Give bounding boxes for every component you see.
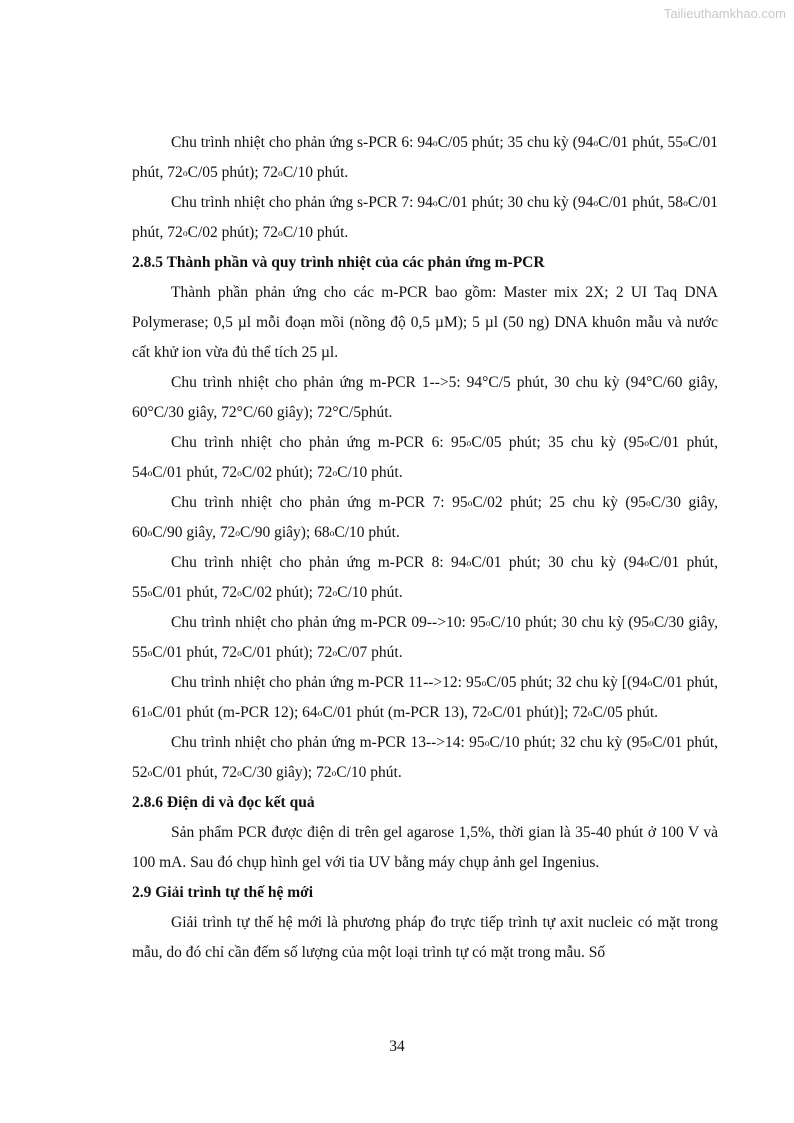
degree-superscript: o	[644, 437, 650, 449]
text-run: Chu trình nhiệt cho phản ứng m-PCR 13-->14: 95	[171, 734, 485, 751]
degree-superscript: o	[484, 737, 490, 749]
degree-superscript: o	[644, 557, 650, 569]
body-paragraph	[132, 488, 718, 548]
degree-superscript: o	[647, 677, 653, 689]
body-paragraph	[132, 188, 718, 248]
body-paragraph	[132, 818, 718, 878]
degree-superscript: o	[278, 167, 283, 179]
text-run: Chu trình nhiệt cho phản ứng m-PCR 8: 94	[171, 554, 467, 571]
text-run: C/02 phút); 72	[241, 584, 333, 601]
text-run: C/01 phút); 72	[241, 644, 333, 661]
text-run: C/01 phút (m-PCR 12); 64	[152, 704, 318, 721]
body-paragraph	[132, 368, 718, 428]
text-run: Chu trình nhiệt cho phản ứng s-PCR 6: 94	[171, 134, 433, 151]
text-run: C/01 phút, 72	[152, 584, 238, 601]
body-paragraph	[132, 128, 718, 188]
text-run: Chu trình nhiệt cho phản ứng m-PCR 1-->5: 94°C/5 phút, 30 chu kỳ (94°C/60 giây, 60°C/30 giây, 72°C/60 giây); 72°C/5phút.	[132, 374, 718, 421]
text-run: C/02 phút); 72	[187, 224, 279, 241]
degree-superscript: o	[235, 527, 241, 539]
degree-superscript: o	[332, 467, 338, 479]
degree-superscript: o	[432, 137, 438, 149]
text-run: C/05 phút; 35 chu kỳ (94	[437, 134, 594, 151]
degree-superscript: o	[683, 197, 688, 209]
text-run: Giải trình tự thế hệ mới là phương pháp đo trực tiếp trình tự axit nucleic có mặt trong mẫu, do đó chỉ cần đếm số lượng của một loại trình tự có mặt trong mẫu. Số	[132, 914, 718, 961]
degree-superscript: o	[317, 707, 323, 719]
text-run: C/05 phút); 72	[187, 164, 279, 181]
degree-superscript: o	[331, 767, 337, 779]
degree-superscript: o	[147, 467, 153, 479]
text-run: C/01 phút, 61	[132, 674, 719, 721]
degree-superscript: o	[467, 497, 473, 509]
body-paragraph	[132, 668, 718, 728]
text-run: C/01 phút, 55	[598, 134, 684, 151]
text-run: C/01 phút, 55	[132, 554, 718, 601]
text-run: C/10 phút.	[334, 524, 400, 541]
body-paragraph	[132, 278, 718, 368]
degree-superscript: o	[593, 137, 599, 149]
degree-superscript: o	[147, 527, 153, 539]
section-heading	[132, 248, 718, 278]
degree-superscript: o	[237, 587, 242, 599]
degree-superscript: o	[147, 767, 153, 779]
degree-superscript: o	[182, 167, 188, 179]
text-run: C/10 phút.	[282, 164, 349, 181]
text-run: 2.9 Giải trình tự thế hệ mới	[132, 884, 314, 901]
text-run: C/01 phút, 72	[132, 134, 719, 181]
body-paragraph	[132, 908, 718, 968]
watermark-text: Tailieuthamkhao.com	[663, 6, 786, 21]
body-paragraph	[132, 428, 718, 488]
degree-superscript: o	[481, 677, 487, 689]
degree-superscript: o	[683, 137, 688, 149]
text-run: C/01 phút, 72	[132, 194, 719, 241]
section-heading	[132, 878, 718, 908]
text-run: C/30 giây, 55	[132, 614, 718, 661]
degree-superscript: o	[147, 587, 153, 599]
degree-superscript: o	[332, 647, 338, 659]
text-run: C/02 phút); 72	[241, 464, 333, 481]
text-run: C/05 phút; 32 chu kỳ [(94	[486, 674, 648, 691]
degree-superscript: o	[332, 587, 338, 599]
text-run: C/01 phút; 30 chu kỳ (94	[471, 554, 645, 571]
text-run: Chu trình nhiệt cho phản ứng m-PCR 11-->12: 95	[171, 674, 482, 691]
text-run: C/02 phút; 25 chu kỳ (95	[472, 494, 646, 511]
body-paragraph	[132, 548, 718, 608]
text-run: C/01 phút, 72	[152, 764, 238, 781]
degree-superscript: o	[237, 767, 242, 779]
document-body	[132, 128, 718, 968]
text-run: 2.8.6 Điện di và đọc kết quả	[132, 794, 315, 811]
text-run: C/10 phút; 30 chu kỳ (95	[490, 614, 650, 631]
degree-superscript: o	[432, 197, 438, 209]
degree-superscript: o	[466, 437, 472, 449]
degree-superscript: o	[593, 197, 599, 209]
degree-superscript: o	[147, 647, 153, 659]
text-run: Chu trình nhiệt cho phản ứng s-PCR 7: 94	[171, 194, 433, 211]
text-run: Sản phẩm PCR được điện di trên gel agarose 1,5%, thời gian là 35-40 phút ở 100 V và 100 mA. Sau đó chụp hình gel với tia UV bằng máy chụp ảnh gel Ingenius.	[132, 824, 718, 871]
text-run: C/10 phút; 32 chu kỳ (95	[489, 734, 648, 751]
text-run: 2.8.5 Thành phần và quy trình nhiệt của các phản ứng m-PCR	[132, 254, 545, 271]
text-run: C/30 giây); 72	[241, 764, 332, 781]
text-run: C/30 giây, 60	[132, 494, 718, 541]
text-run: Chu trình nhiệt cho phản ứng m-PCR 7: 95	[171, 494, 468, 511]
body-paragraph	[132, 728, 718, 788]
page-number: 34	[389, 1038, 405, 1055]
text-run: C/10 phút.	[337, 584, 403, 601]
text-run: C/01 phút (m-PCR 13), 72	[322, 704, 488, 721]
text-run: C/10 phút.	[337, 464, 403, 481]
degree-superscript: o	[237, 647, 242, 659]
text-run: Chu trình nhiệt cho phản ứng m-PCR 6: 95	[171, 434, 467, 451]
text-run: C/01 phút)]; 72	[492, 704, 588, 721]
degree-superscript: o	[147, 707, 153, 719]
text-run: C/01 phút, 52	[132, 734, 719, 781]
body-paragraph	[132, 608, 718, 668]
text-run: C/10 phút.	[282, 224, 349, 241]
text-run: C/90 giây); 68	[240, 524, 330, 541]
text-run: C/07 phút.	[337, 644, 403, 661]
degree-superscript: o	[466, 557, 472, 569]
degree-superscript: o	[485, 617, 491, 629]
degree-superscript: o	[587, 707, 593, 719]
text-run: C/01 phút, 72	[152, 644, 238, 661]
text-run: Chu trình nhiệt cho phản ứng m-PCR 09-->10: 95	[171, 614, 486, 631]
section-heading	[132, 788, 718, 818]
degree-superscript: o	[649, 617, 654, 629]
degree-superscript: o	[647, 737, 653, 749]
text-run: C/05 phút; 35 chu kỳ (95	[471, 434, 645, 451]
degree-superscript: o	[237, 467, 242, 479]
text-run: C/01 phút, 54	[132, 434, 718, 481]
text-run: C/90 giây, 72	[152, 524, 236, 541]
text-run: Thành phần phản ứng cho các m-PCR bao gồm: Master mix 2X; 2 UI Taq DNA Polymerase; 0,5 µl mỗi đoạn mồi (nồng độ 0,5 µM); 5 µl (50 ng) DNA khuôn mẫu và nước cất khử ion vừa đủ thể tích 25 µl.	[132, 284, 718, 361]
degree-superscript: o	[278, 227, 283, 239]
text-run: C/01 phút, 58	[598, 194, 684, 211]
text-run: C/05 phút.	[592, 704, 659, 721]
degree-superscript: o	[646, 497, 651, 509]
text-run: C/01 phút; 30 chu kỳ (94	[437, 194, 594, 211]
text-run: C/10 phút.	[336, 764, 402, 781]
degree-superscript: o	[487, 707, 493, 719]
text-run: C/01 phút, 72	[152, 464, 238, 481]
degree-superscript: o	[329, 527, 335, 539]
degree-superscript: o	[182, 227, 188, 239]
